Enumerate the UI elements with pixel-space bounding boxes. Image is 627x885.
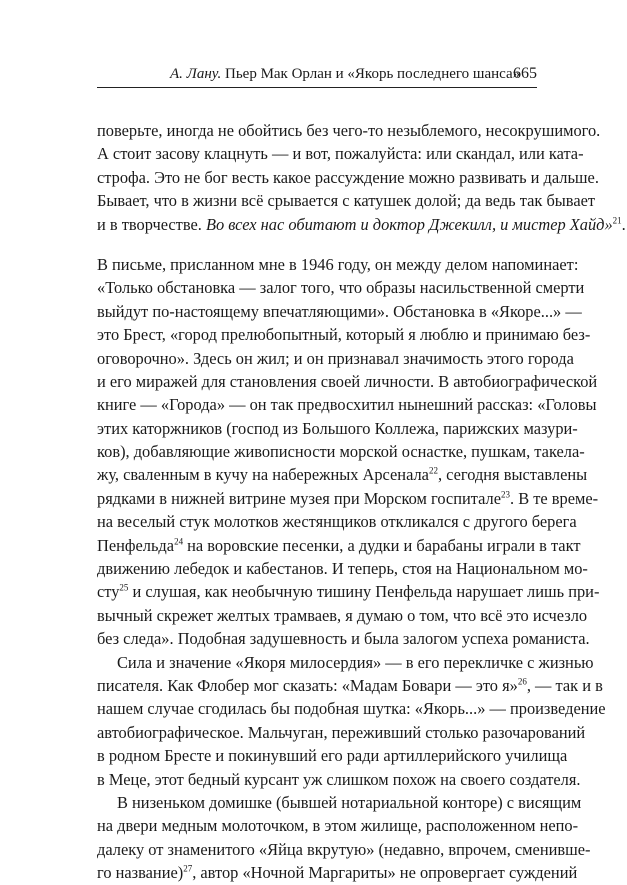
- text-line: [97, 213, 626, 236]
- footnote-ref: 23: [501, 489, 510, 500]
- header-title: Пьер Мак Орлан и «Якорь последнего шанса»: [224, 66, 521, 82]
- section-gap: [97, 236, 537, 253]
- text-run: на воровские песенки, а дудки и барабаны играли в такт: [183, 535, 581, 555]
- paragraph: [97, 651, 606, 791]
- text-run: этих каторжников (господ из Большого Коллежа, парижских мазури-: [97, 418, 578, 438]
- text-run: выйдут по-настоящему впечатляющими». Обстановка в «Якоре...» —: [97, 301, 582, 321]
- text-run: сту: [97, 582, 120, 602]
- text-line: [97, 370, 598, 393]
- text-line: [97, 768, 581, 791]
- text-line: [97, 417, 578, 440]
- text-run: Бывает, что в жизни всё срывается с катушек долой; да ведь так бывает: [97, 191, 596, 211]
- text-line: [97, 166, 599, 189]
- text-run: в родном Бресте и покинувший его ради артиллерийского училища: [97, 746, 568, 766]
- footnote-ref: 24: [174, 536, 184, 547]
- text-run: Сила и значение «Якоря милосердия» — в его перекличке с жизнью: [117, 652, 594, 672]
- text-run: и слушая, как необычную тишину Пенфельда нарушает лишь при-: [128, 582, 600, 602]
- text-run: В письме, присланном мне в 1946 году, он между делом напоминает:: [97, 254, 579, 274]
- text-line: [97, 487, 599, 510]
- footnote-ref: 21: [612, 215, 622, 226]
- running-title: [170, 66, 520, 83]
- text-line: [97, 463, 588, 486]
- text-line: [97, 347, 574, 370]
- text-run: нашем случае сгодилась бы подобная шутка: «Якорь...» — произведение: [97, 699, 606, 719]
- text-line: [97, 440, 585, 463]
- running-header: [97, 64, 537, 86]
- text-run: далеку от знаменитого «Яйца вкрутую» (недавно, впрочем, сменивше-: [97, 839, 591, 859]
- text-run: А стоит засову клацнуть — и вот, пожалуйста: или скандал, или ката-: [97, 144, 584, 164]
- text-line: [97, 189, 596, 212]
- text-line: [97, 300, 582, 323]
- text-run: и в творчестве.: [97, 214, 206, 234]
- text-run: на двери медным молоточком, в этом жилище, расположенном непо-: [97, 816, 579, 836]
- text-run: ков), добавляющие живописности морской оснастке, пушкам, такела-: [97, 442, 585, 462]
- text-run: .: [621, 214, 626, 234]
- text-line: [97, 674, 603, 697]
- text-run: писателя. Как Флобер мог сказать: «Мадам Бовари — это я»: [97, 675, 518, 695]
- text-run: рядками в нижней витрине музея при Морском госпитале: [97, 488, 501, 508]
- text-line: [97, 604, 588, 627]
- text-line: [97, 861, 578, 884]
- text-run: го название): [97, 863, 184, 883]
- header-rule: [97, 87, 537, 88]
- footnote-ref: 22: [428, 466, 438, 476]
- text-run: книге — «Города» — он так предвосхитил нынешний рассказ: «Головы: [97, 395, 597, 415]
- text-run: В низеньком домишке (бывшей нотариальной конторе) с висящим: [117, 792, 582, 812]
- text-line: [97, 580, 600, 603]
- footnote-ref: 25: [119, 582, 129, 593]
- page-number: 665: [513, 65, 537, 82]
- text-run: автобиографическое. Мальчуган, переживший столько разочарований: [97, 722, 586, 742]
- text-run: . В те време-: [510, 488, 599, 508]
- paragraph: [97, 119, 626, 236]
- page-body: [97, 119, 626, 885]
- text-line: [97, 814, 579, 837]
- footnote-ref: 26: [517, 676, 527, 687]
- text-run: строфа. Это не бог весть какое рассуждение можно развивать и дальше.: [97, 167, 599, 187]
- text-run: , сегодня выставлены: [437, 465, 588, 485]
- italic-text: »: [604, 214, 613, 234]
- text-line: [97, 557, 588, 580]
- text-line: [97, 393, 597, 416]
- text-run: движению лебедок и кабестанов. И теперь, стоя на Национальном мо-: [97, 559, 588, 579]
- italic-text: Во всех нас обитают и доктор Джекилл, и мистер Хайд: [205, 214, 605, 234]
- text-run: «Только обстановка — залог того, что образы насильственной смерти: [97, 278, 585, 298]
- text-line: [97, 142, 584, 165]
- text-line: [97, 838, 591, 861]
- text-line: [97, 119, 601, 142]
- text-run: жу, сваленным в кучу на набережных Арсенала: [97, 465, 429, 485]
- text-run: в Меце, этот бедный курсант уж слишком похож на своего создателя.: [97, 769, 581, 789]
- text-line: [97, 744, 568, 767]
- paragraph: [97, 253, 600, 651]
- text-line: [97, 534, 581, 557]
- text-line: [97, 510, 577, 533]
- text-run: поверьте, иногда не обойтись без чего-то незыблемого, несокрушимого.: [97, 121, 601, 140]
- text-line: [97, 253, 579, 276]
- text-run: на веселый стук молотков жестянщиков откликался с другого берега: [97, 512, 577, 532]
- text-line: [97, 627, 590, 650]
- text-line: [97, 651, 594, 674]
- text-run: Пенфельда: [97, 535, 175, 555]
- text-line: [97, 276, 585, 299]
- text-run: и его миражей для становления своей личности. В автобиографической: [97, 371, 598, 391]
- paragraph: [97, 791, 591, 885]
- text-run: вычный скрежет желтых трамваев, я думаю о том, что всё это исчезло: [97, 605, 588, 625]
- text-run: это Брест, «город прелюбопытный, который я люблю и принимаю без-: [97, 325, 591, 345]
- text-run: оговорочно». Здесь он жил; и он признавал значимость этого города: [97, 348, 574, 368]
- text-line: [97, 323, 591, 346]
- text-run: , — так и в: [526, 675, 603, 695]
- text-line: [97, 721, 586, 744]
- text-line: [97, 791, 582, 814]
- text-run: , автор «Ночной Маргариты» не опровергает суждений: [192, 863, 578, 883]
- text-line: [97, 697, 606, 720]
- text-run: без следа». Подобная задушевность и была залогом успеха романиста.: [97, 629, 590, 649]
- footnote-ref: 27: [183, 863, 193, 874]
- header-author: А. Лану.: [170, 66, 222, 82]
